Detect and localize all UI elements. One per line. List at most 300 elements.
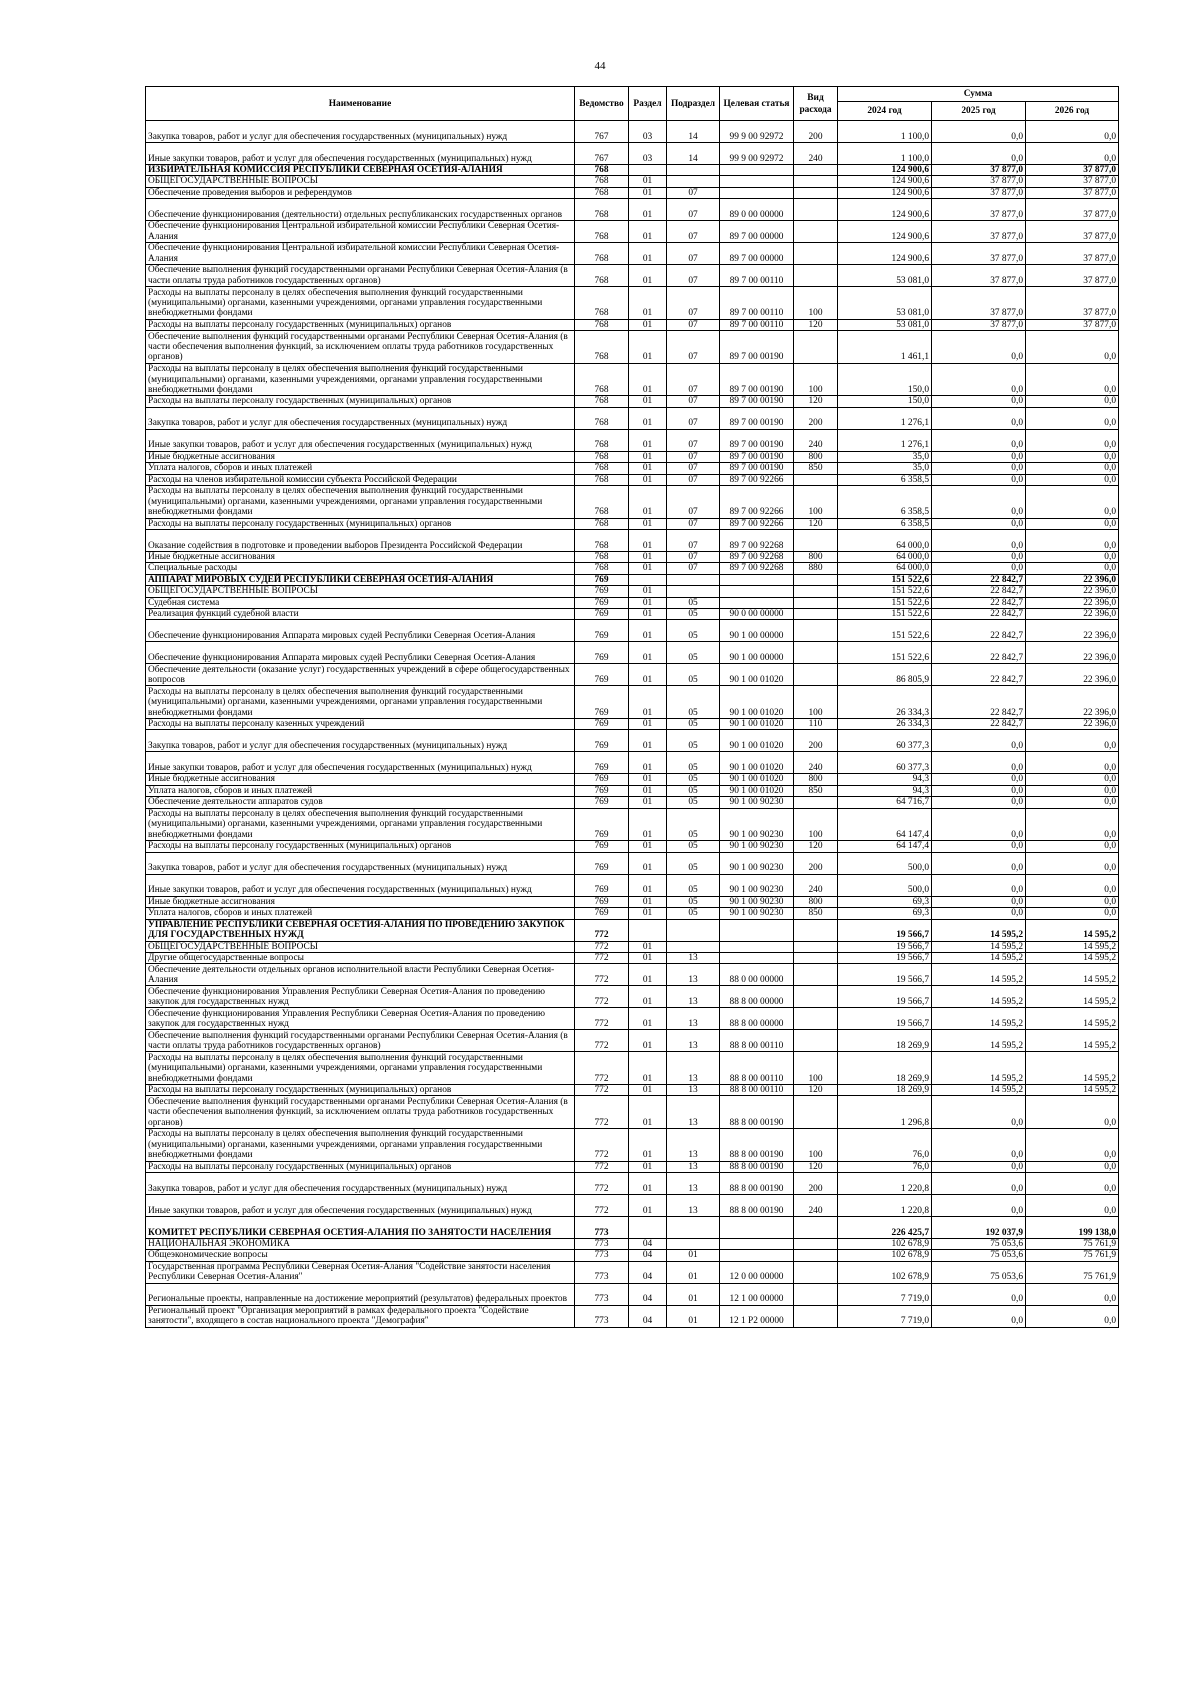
- cell-subsection: 01: [667, 1283, 720, 1305]
- cell-department: 768: [575, 265, 629, 287]
- cell-2024: 102 678,9: [838, 1250, 932, 1261]
- cell-target-article: 90 1 00 90230: [720, 797, 794, 808]
- cell-department: 769: [575, 797, 629, 808]
- cell-subsection: 01: [667, 1250, 720, 1261]
- cell-2024: 226 425,7: [838, 1216, 932, 1238]
- cell-2026: 0,0: [1026, 143, 1119, 165]
- table-row: [146, 363, 1119, 396]
- cell-department: 772: [575, 1052, 629, 1085]
- cell-2026: 75 761,9: [1026, 1238, 1119, 1249]
- cell-section: 01: [629, 952, 667, 963]
- cell-section: 01: [629, 407, 667, 429]
- cell-2026: 0,0: [1026, 852, 1119, 874]
- cell-subsection: [667, 1238, 720, 1249]
- cell-expense-type: 100: [794, 1128, 838, 1161]
- table-row: [146, 243, 1119, 265]
- cell-department: 769: [575, 686, 629, 719]
- cell-2026: 0,0: [1026, 363, 1119, 396]
- cell-2024: 94,3: [838, 774, 932, 785]
- cell-target-article: 90 1 00 01020: [720, 686, 794, 719]
- cell-department: 773: [575, 1261, 629, 1283]
- table-row: [146, 176, 1119, 187]
- cell-subsection: 07: [667, 563, 720, 574]
- cell-2026: 0,0: [1026, 1283, 1119, 1305]
- cell-expense-type: [794, 187, 838, 198]
- cell-2026: 22 396,0: [1026, 664, 1119, 686]
- cell-subsection: 05: [667, 774, 720, 785]
- cell-2026: 37 877,0: [1026, 265, 1119, 287]
- cell-2025: 0,0: [932, 874, 1026, 896]
- cell-department: 772: [575, 1008, 629, 1030]
- cell-section: 01: [629, 896, 667, 907]
- cell-subsection: 13: [667, 1096, 720, 1129]
- cell-2025: 0,0: [932, 730, 1026, 752]
- cell-subsection: 01: [667, 1261, 720, 1283]
- cell-section: 01: [629, 586, 667, 597]
- cell-expense-type: 120: [794, 396, 838, 407]
- cell-2025: 0,0: [932, 797, 1026, 808]
- cell-section: [629, 165, 667, 176]
- cell-expense-type: 800: [794, 896, 838, 907]
- cell-2025: 75 053,6: [932, 1261, 1026, 1283]
- cell-section: 01: [629, 620, 667, 642]
- cell-target-article: 90 1 00 90230: [720, 908, 794, 919]
- cell-2025: 0,0: [932, 1096, 1026, 1129]
- table-row: [146, 474, 1119, 485]
- cell-subsection: 07: [667, 451, 720, 462]
- cell-expense-type: 880: [794, 563, 838, 574]
- table-row: [146, 808, 1119, 841]
- table-row: [146, 1096, 1119, 1129]
- cell-target-article: 89 7 00 00190: [720, 463, 794, 474]
- cell-expense-type: [794, 1096, 838, 1129]
- table-row: [146, 1084, 1119, 1095]
- cell-2026: 22 396,0: [1026, 609, 1119, 620]
- cell-target-article: 88 8 00 00110: [720, 1052, 794, 1085]
- cell-2025: 22 842,7: [932, 686, 1026, 719]
- cell-2025: 75 053,6: [932, 1238, 1026, 1249]
- cell-name: НАЦИОНАЛЬНАЯ ЭКОНОМИКА: [146, 1238, 575, 1249]
- cell-subsection: 05: [667, 686, 720, 719]
- cell-subsection: [667, 165, 720, 176]
- table-row: [146, 407, 1119, 429]
- cell-2024: 124 900,6: [838, 187, 932, 198]
- cell-2026: 0,0: [1026, 429, 1119, 451]
- cell-target-article: [720, 586, 794, 597]
- cell-2024: 1 100,0: [838, 121, 932, 143]
- cell-section: 01: [629, 363, 667, 396]
- cell-name: Обеспечение функционирования Аппарата мировых судей Республики Северная Осетия-Алания: [146, 642, 575, 664]
- cell-2025: 0,0: [932, 121, 1026, 143]
- cell-department: 772: [575, 919, 629, 941]
- table-row: [146, 552, 1119, 563]
- cell-2025: 37 877,0: [932, 319, 1026, 330]
- cell-section: 01: [629, 563, 667, 574]
- cell-target-article: 89 7 00 00190: [720, 363, 794, 396]
- cell-target-article: 90 1 00 01020: [720, 664, 794, 686]
- cell-section: 01: [629, 287, 667, 320]
- header-year-2024: 2024 год: [838, 102, 932, 121]
- cell-name: Обеспечение проведения выборов и референдумов: [146, 187, 575, 198]
- cell-subsection: 13: [667, 952, 720, 963]
- cell-2024: 124 900,6: [838, 243, 932, 265]
- cell-subsection: 05: [667, 752, 720, 774]
- cell-department: 769: [575, 841, 629, 852]
- cell-name: Общеэкономические вопросы: [146, 1250, 575, 1261]
- cell-2024: 64 716,7: [838, 797, 932, 808]
- cell-department: 768: [575, 176, 629, 187]
- cell-2026: 75 761,9: [1026, 1250, 1119, 1261]
- cell-target-article: 12 1 00 00000: [720, 1283, 794, 1305]
- cell-2024: 18 269,9: [838, 1052, 932, 1085]
- cell-name: АППАРАТ МИРОВЫХ СУДЕЙ РЕСПУБЛИКИ СЕВЕРНАЯ ОСЕТИЯ-АЛАНИЯ: [146, 574, 575, 585]
- cell-expense-type: 100: [794, 287, 838, 320]
- cell-2024: 18 269,9: [838, 1084, 932, 1095]
- cell-2025: 0,0: [932, 752, 1026, 774]
- cell-target-article: 88 8 00 00000: [720, 1008, 794, 1030]
- cell-section: 01: [629, 176, 667, 187]
- cell-2024: 150,0: [838, 396, 932, 407]
- cell-department: 772: [575, 1096, 629, 1129]
- cell-target-article: 89 7 00 00000: [720, 243, 794, 265]
- cell-expense-type: [794, 609, 838, 620]
- cell-2025: 0,0: [932, 908, 1026, 919]
- cell-subsection: 07: [667, 486, 720, 519]
- cell-section: 03: [629, 121, 667, 143]
- cell-name: Обеспечение деятельности (оказание услуг) государственных учреждений в сфере общегосударственных вопросов: [146, 664, 575, 686]
- cell-subsection: 05: [667, 664, 720, 686]
- cell-2026: 0,0: [1026, 874, 1119, 896]
- cell-expense-type: [794, 1305, 838, 1327]
- cell-expense-type: [794, 176, 838, 187]
- table-row: [146, 852, 1119, 874]
- cell-2025: 22 842,7: [932, 620, 1026, 642]
- cell-target-article: 88 0 00 00000: [720, 964, 794, 986]
- cell-2024: 6 358,5: [838, 474, 932, 485]
- cell-department: 773: [575, 1283, 629, 1305]
- cell-2026: 0,0: [1026, 463, 1119, 474]
- cell-target-article: 90 1 00 90230: [720, 808, 794, 841]
- cell-expense-type: [794, 964, 838, 986]
- cell-2024: 26 334,3: [838, 719, 932, 730]
- cell-section: 04: [629, 1261, 667, 1283]
- cell-2024: 7 719,0: [838, 1283, 932, 1305]
- cell-target-article: 88 8 00 00190: [720, 1194, 794, 1216]
- table-row: [146, 785, 1119, 796]
- cell-expense-type: 200: [794, 407, 838, 429]
- cell-2024: 151 522,6: [838, 609, 932, 620]
- cell-department: 769: [575, 785, 629, 796]
- cell-expense-type: [794, 1261, 838, 1283]
- cell-2026: 37 877,0: [1026, 187, 1119, 198]
- cell-2024: 1 296,8: [838, 1096, 932, 1129]
- cell-name: Оказание содействия в подготовке и проведении выборов Президента Российской Федерации: [146, 530, 575, 552]
- table-row: [146, 563, 1119, 574]
- cell-target-article: [720, 574, 794, 585]
- cell-2026: 0,0: [1026, 774, 1119, 785]
- cell-2024: 19 566,7: [838, 964, 932, 986]
- cell-expense-type: 240: [794, 143, 838, 165]
- cell-target-article: 88 8 00 00190: [720, 1161, 794, 1172]
- cell-name: Иные закупки товаров, работ и услуг для обеспечения государственных (муниципальных) нужд: [146, 143, 575, 165]
- cell-department: 772: [575, 1161, 629, 1172]
- cell-subsection: 05: [667, 642, 720, 664]
- cell-subsection: 07: [667, 243, 720, 265]
- cell-department: 769: [575, 808, 629, 841]
- cell-subsection: 05: [667, 808, 720, 841]
- cell-subsection: [667, 1216, 720, 1238]
- cell-expense-type: [794, 1250, 838, 1261]
- cell-2024: 94,3: [838, 785, 932, 796]
- cell-2024: 76,0: [838, 1128, 932, 1161]
- cell-expense-type: 120: [794, 1161, 838, 1172]
- cell-2024: 64 147,4: [838, 841, 932, 852]
- cell-expense-type: 800: [794, 552, 838, 563]
- cell-2025: 37 877,0: [932, 265, 1026, 287]
- cell-target-article: 89 7 00 92268: [720, 552, 794, 563]
- cell-2025: 0,0: [932, 429, 1026, 451]
- cell-department: 769: [575, 574, 629, 585]
- cell-target-article: [720, 919, 794, 941]
- cell-2025: 0,0: [932, 451, 1026, 462]
- table-row: [146, 319, 1119, 330]
- cell-name: Обеспечение выполнения функций государственными органами Республики Северная Осетия-Алания (в части оплаты труда работников государственных органов): [146, 1030, 575, 1052]
- cell-2024: 18 269,9: [838, 1030, 932, 1052]
- cell-subsection: 13: [667, 1008, 720, 1030]
- cell-name: Региональный проект "Организация мероприятий в рамках федерального проекта "Содействие занятости", входящего в состав национального проекта "Демография": [146, 1305, 575, 1327]
- cell-2026: 14 595,2: [1026, 1084, 1119, 1095]
- cell-department: 768: [575, 396, 629, 407]
- cell-2026: 22 396,0: [1026, 686, 1119, 719]
- cell-2026: 37 877,0: [1026, 243, 1119, 265]
- cell-section: 01: [629, 518, 667, 529]
- cell-subsection: 13: [667, 1128, 720, 1161]
- table-row: [146, 463, 1119, 474]
- table-row: [146, 1194, 1119, 1216]
- cell-2024: 102 678,9: [838, 1238, 932, 1249]
- cell-target-article: 90 1 00 01020: [720, 719, 794, 730]
- cell-target-article: 90 1 00 90230: [720, 874, 794, 896]
- cell-expense-type: [794, 642, 838, 664]
- cell-target-article: 99 9 00 92972: [720, 121, 794, 143]
- cell-2024: 86 805,9: [838, 664, 932, 686]
- cell-name: Иные закупки товаров, работ и услуг для обеспечения государственных (муниципальных) нужд: [146, 1194, 575, 1216]
- cell-2025: 14 595,2: [932, 1008, 1026, 1030]
- cell-subsection: 05: [667, 620, 720, 642]
- cell-subsection: 05: [667, 785, 720, 796]
- cell-expense-type: [794, 620, 838, 642]
- cell-department: 768: [575, 451, 629, 462]
- cell-2025: 0,0: [932, 563, 1026, 574]
- table-row: [146, 574, 1119, 585]
- cell-subsection: 13: [667, 1161, 720, 1172]
- cell-department: 772: [575, 1084, 629, 1095]
- cell-2026: 0,0: [1026, 908, 1119, 919]
- cell-section: 01: [629, 609, 667, 620]
- cell-department: 768: [575, 563, 629, 574]
- table-row: [146, 121, 1119, 143]
- cell-2024: 19 566,7: [838, 919, 932, 941]
- table-row: [146, 1238, 1119, 1249]
- cell-department: 768: [575, 287, 629, 320]
- cell-2026: 0,0: [1026, 486, 1119, 519]
- cell-section: 01: [629, 199, 667, 221]
- cell-section: 01: [629, 319, 667, 330]
- cell-2026: 14 595,2: [1026, 964, 1119, 986]
- cell-2024: 26 334,3: [838, 686, 932, 719]
- table-row: [146, 1261, 1119, 1283]
- cell-target-article: 90 1 00 00000: [720, 620, 794, 642]
- cell-target-article: 90 1 00 90230: [720, 841, 794, 852]
- cell-2024: 35,0: [838, 463, 932, 474]
- cell-name: Специальные расходы: [146, 563, 575, 574]
- cell-2025: 37 877,0: [932, 199, 1026, 221]
- cell-name: Обеспечение функционирования Аппарата мировых судей Республики Северная Осетия-Алания: [146, 620, 575, 642]
- cell-2025: 37 877,0: [932, 176, 1026, 187]
- cell-2024: 53 081,0: [838, 265, 932, 287]
- cell-2026: 0,0: [1026, 474, 1119, 485]
- cell-2026: 0,0: [1026, 730, 1119, 752]
- cell-department: 768: [575, 463, 629, 474]
- cell-subsection: 07: [667, 396, 720, 407]
- cell-section: 01: [629, 265, 667, 287]
- cell-2026: 22 396,0: [1026, 597, 1119, 608]
- cell-2025: 0,0: [932, 1161, 1026, 1172]
- cell-target-article: 89 7 00 92266: [720, 486, 794, 519]
- table-header: [146, 87, 1119, 121]
- cell-2024: 53 081,0: [838, 287, 932, 320]
- cell-expense-type: 240: [794, 874, 838, 896]
- cell-name: Расходы на выплаты персоналу государственных (муниципальных) органов: [146, 1084, 575, 1095]
- cell-section: 01: [629, 463, 667, 474]
- cell-subsection: 05: [667, 896, 720, 907]
- table-row: [146, 719, 1119, 730]
- table-row: [146, 1172, 1119, 1194]
- table-row: [146, 1161, 1119, 1172]
- cell-subsection: 07: [667, 407, 720, 429]
- table-row: [146, 221, 1119, 243]
- cell-department: 773: [575, 1238, 629, 1249]
- cell-section: 01: [629, 331, 667, 364]
- cell-name: Расходы на выплаты персоналу государственных (муниципальных) органов: [146, 319, 575, 330]
- cell-department: 768: [575, 552, 629, 563]
- cell-expense-type: [794, 597, 838, 608]
- cell-2025: 0,0: [932, 474, 1026, 485]
- cell-subsection: 14: [667, 143, 720, 165]
- cell-2024: 64 147,4: [838, 808, 932, 841]
- cell-section: 01: [629, 719, 667, 730]
- table-row: [146, 486, 1119, 519]
- cell-2025: 0,0: [932, 1128, 1026, 1161]
- cell-department: 769: [575, 664, 629, 686]
- cell-expense-type: 800: [794, 774, 838, 785]
- cell-subsection: 07: [667, 187, 720, 198]
- cell-subsection: 13: [667, 1030, 720, 1052]
- cell-2024: 1 461,1: [838, 331, 932, 364]
- cell-department: 768: [575, 407, 629, 429]
- cell-expense-type: 200: [794, 121, 838, 143]
- cell-2025: 0,0: [932, 331, 1026, 364]
- cell-2025: 22 842,7: [932, 574, 1026, 585]
- header-expense-type: Вид расхода: [794, 87, 838, 121]
- table-row: [146, 287, 1119, 320]
- cell-2026: 0,0: [1026, 396, 1119, 407]
- cell-section: 01: [629, 774, 667, 785]
- cell-target-article: 88 8 00 00110: [720, 1030, 794, 1052]
- cell-expense-type: [794, 331, 838, 364]
- cell-department: 769: [575, 586, 629, 597]
- table-row: [146, 1216, 1119, 1238]
- cell-2024: 151 522,6: [838, 620, 932, 642]
- cell-department: 769: [575, 620, 629, 642]
- cell-expense-type: [794, 941, 838, 952]
- cell-section: 01: [629, 1194, 667, 1216]
- cell-target-article: [720, 165, 794, 176]
- header-year-2026: 2026 год: [1026, 102, 1119, 121]
- cell-section: 01: [629, 1052, 667, 1085]
- cell-2025: 14 595,2: [932, 941, 1026, 952]
- table-row: [146, 841, 1119, 852]
- table-row: [146, 609, 1119, 620]
- cell-section: [629, 574, 667, 585]
- cell-department: 768: [575, 474, 629, 485]
- cell-2026: 0,0: [1026, 896, 1119, 907]
- cell-target-article: [720, 941, 794, 952]
- cell-target-article: 90 1 00 00000: [720, 642, 794, 664]
- cell-target-article: [720, 1238, 794, 1249]
- cell-2026: 22 396,0: [1026, 586, 1119, 597]
- cell-target-article: 12 1 P2 00000: [720, 1305, 794, 1327]
- cell-department: 772: [575, 952, 629, 963]
- cell-2026: 0,0: [1026, 1128, 1119, 1161]
- cell-name: Иные бюджетные ассигнования: [146, 774, 575, 785]
- cell-2024: 1 276,1: [838, 429, 932, 451]
- cell-section: 01: [629, 841, 667, 852]
- cell-2025: 0,0: [932, 407, 1026, 429]
- cell-2024: 151 522,6: [838, 586, 932, 597]
- cell-name: Обеспечение выполнения функций государственными органами Республики Северная Осетия-Алания (в части обеспечения выполнения функций, за исключением оплаты труда работников государственных органов): [146, 1096, 575, 1129]
- cell-2026: 0,0: [1026, 1096, 1119, 1129]
- cell-name: Расходы на выплаты персоналу казенных учреждений: [146, 719, 575, 730]
- cell-2024: 7 719,0: [838, 1305, 932, 1327]
- cell-department: 769: [575, 719, 629, 730]
- cell-subsection: 05: [667, 597, 720, 608]
- cell-subsection: 13: [667, 1172, 720, 1194]
- cell-section: 01: [629, 785, 667, 796]
- header-year-2025: 2025 год: [932, 102, 1026, 121]
- table-row: [146, 797, 1119, 808]
- cell-name: Закупка товаров, работ и услуг для обеспечения государственных (муниципальных) нужд: [146, 852, 575, 874]
- cell-2026: 0,0: [1026, 841, 1119, 852]
- cell-name: Судебная система: [146, 597, 575, 608]
- cell-expense-type: 240: [794, 429, 838, 451]
- cell-name: Расходы на выплаты персоналу в целях обеспечения выполнения функций государственными (муниципальными) органами, казенными учреждениями, органами управления государственными внебюджетными фондами: [146, 808, 575, 841]
- cell-name: Уплата налогов, сборов и иных платежей: [146, 908, 575, 919]
- table-row: [146, 664, 1119, 686]
- cell-2024: 102 678,9: [838, 1261, 932, 1283]
- cell-subsection: 01: [667, 1305, 720, 1327]
- cell-department: 769: [575, 609, 629, 620]
- cell-name: Иные бюджетные ассигнования: [146, 552, 575, 563]
- cell-subsection: [667, 941, 720, 952]
- cell-section: 01: [629, 852, 667, 874]
- table-row: [146, 530, 1119, 552]
- cell-target-article: [720, 187, 794, 198]
- cell-subsection: 07: [667, 518, 720, 529]
- cell-expense-type: [794, 664, 838, 686]
- cell-section: 01: [629, 686, 667, 719]
- table-row: [146, 874, 1119, 896]
